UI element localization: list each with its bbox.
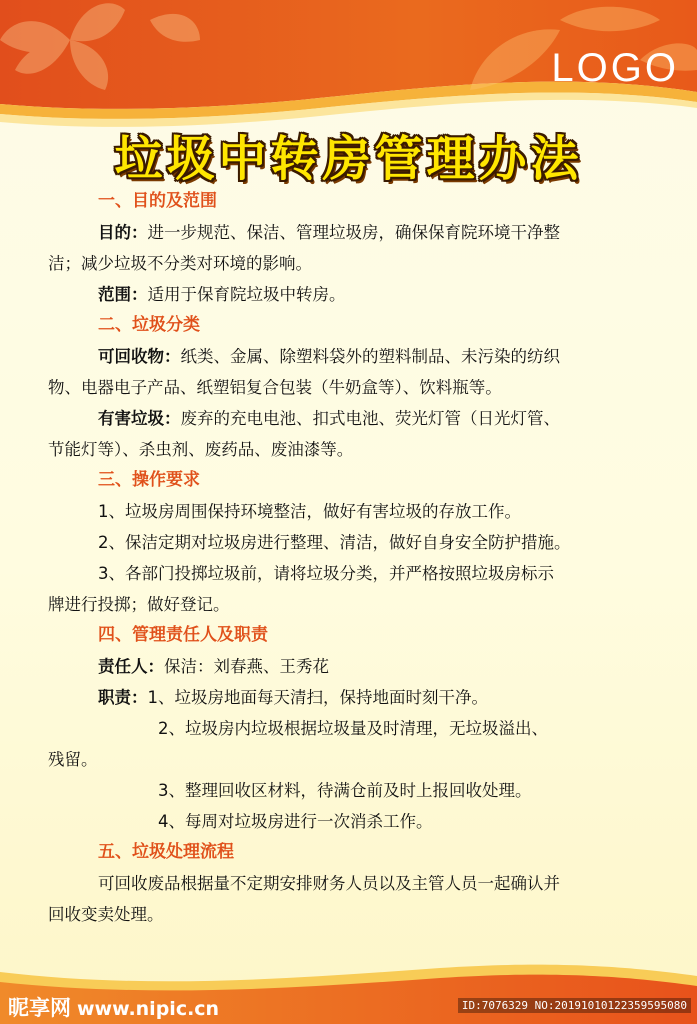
page-title: 垃圾中转房管理办法 (114, 131, 583, 187)
operation-item-3-cont: 牌进行投掷；做好登记。 (48, 595, 230, 614)
brand-url: www.nipic.cn (77, 998, 220, 1020)
purpose-text: 进一步规范、保洁、管理垃圾房，确保保育院环境干净整 (147, 223, 560, 242)
operation-item-1: 1、垃圾房周围保持环境整洁，做好有害垃圾的存放工作。 (98, 502, 521, 521)
recycle-label: 可回收物： (98, 347, 181, 366)
brand-name: 昵享网 (8, 996, 71, 1020)
logo: LOGO (551, 46, 679, 90)
hazard-label: 有害垃圾： (98, 409, 181, 428)
duty-line-2-cont: 残留。 (48, 750, 98, 769)
operation-item-2: 2、保洁定期对垃圾房进行整理、清洁，做好自身安全防护措施。 (98, 533, 571, 552)
hazard-line (48, 403, 684, 434)
recycle-line-2: 物、电器电子产品、纸塑铝复合包装（牛奶盒等）、饮料瓶等。 (48, 378, 502, 397)
scope-label: 范围： (98, 285, 148, 304)
scope-line (48, 279, 684, 310)
section-heading-3: 三、操作要求 (98, 470, 200, 490)
purpose-line-2: 洁；减少垃圾不分类对环境的影响。 (48, 254, 312, 273)
watermark-brand (8, 992, 219, 1022)
section-heading-2: 二、垃圾分类 (98, 315, 200, 335)
document-body (48, 186, 684, 930)
scope-text: 适用于保育院垃圾中转房。 (147, 285, 346, 304)
process-line-2: 回收变卖处理。 (48, 905, 164, 924)
duty-line-4: 4、每周对垃圾房进行一次消杀工作。 (158, 812, 433, 831)
duty-line-3: 3、整理回收区材料，待满仓前及时上报回收处理。 (158, 781, 532, 800)
person-text: 保洁：刘春燕、王秀花 (164, 657, 329, 676)
purpose-line (48, 217, 684, 248)
image-id-label: ID:7076329 NO:20191010122359595080 (458, 998, 691, 1013)
section-heading-5: 五、垃圾处理流程 (98, 842, 234, 862)
recycle-line (48, 341, 684, 372)
duty-1-text: 1、垃圾房地面每天清扫，保持地面时刻干净。 (147, 688, 488, 707)
person-line (48, 651, 684, 682)
duty-label: 职责： (98, 688, 148, 707)
section-heading-4: 四、管理责任人及职责 (98, 625, 268, 645)
recycle-text: 纸类、金属、除塑料袋外的塑料制品、未污染的纺织 (180, 347, 560, 366)
hazard-text: 废弃的充电电池、扣式电池、荧光灯管（日光灯管、 (180, 409, 560, 428)
process-line-1: 可回收废品根据量不定期安排财务人员以及主管人员一起确认并 (98, 874, 560, 893)
duty-line-2: 2、垃圾房内垃圾根据垃圾量及时清理，无垃圾溢出、 (158, 719, 548, 738)
operation-item-3: 3、各部门投掷垃圾前，请将垃圾分类，并严格按照垃圾房标示 (98, 564, 554, 583)
purpose-label: 目的： (98, 223, 148, 242)
hazard-line-2: 节能灯等）、杀虫剂、废药品、废油漆等。 (48, 440, 354, 459)
section-heading-1: 一、目的及范围 (98, 191, 217, 211)
duty-line-1 (48, 682, 684, 713)
person-label: 责任人： (98, 657, 164, 676)
